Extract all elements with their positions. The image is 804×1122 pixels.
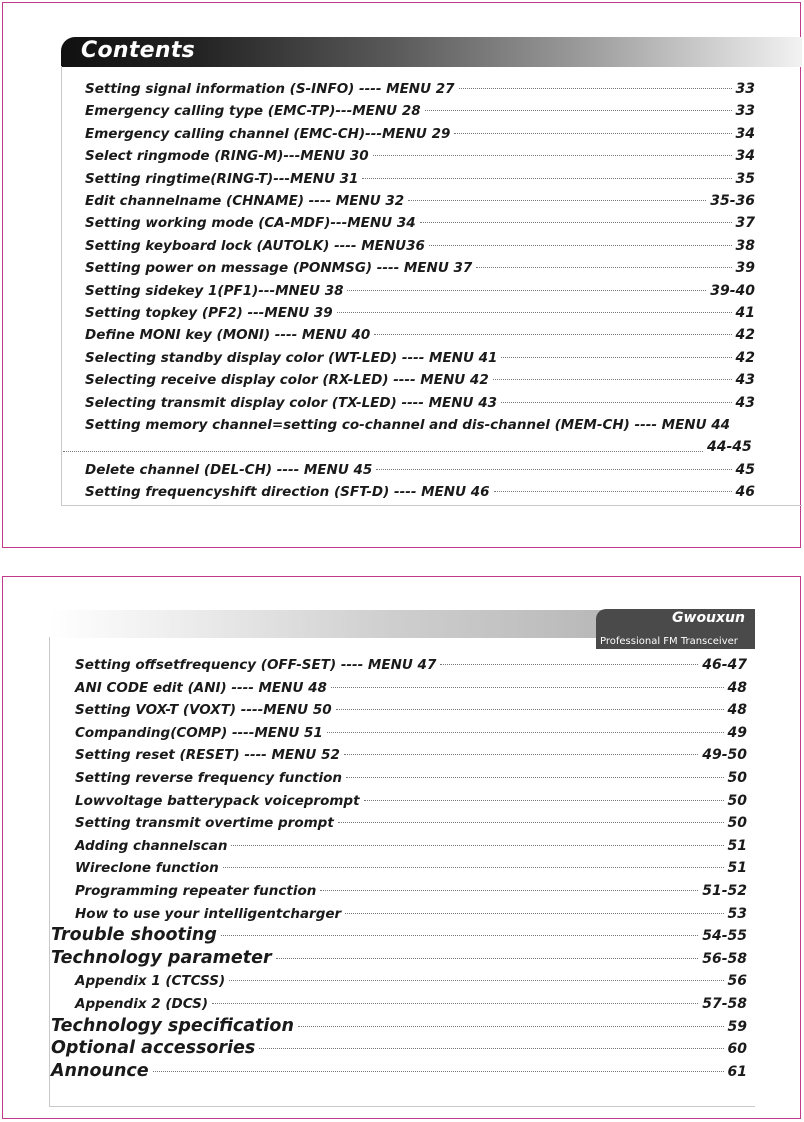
toc-entry [85, 193, 755, 209]
toc-entry [85, 215, 755, 231]
toc-entry [75, 996, 747, 1012]
toc-entry-page: 53 [727, 905, 747, 922]
toc-entry [75, 725, 747, 741]
toc-entry-page: 48 [727, 702, 747, 719]
toc-entry-page: 60 [727, 1041, 747, 1058]
toc-entry-page: 56 [727, 973, 747, 990]
toc-entry-page: 39 [735, 260, 755, 277]
toc-entry [85, 81, 755, 97]
contents-page-bottom [2, 576, 801, 1119]
dot-leader [229, 980, 723, 981]
dot-leader [153, 1071, 724, 1072]
dot-leader [63, 451, 703, 452]
toc-entry-title: Setting offsetfrequency (OFF-SET) ---- MENU 47 [75, 657, 437, 673]
toc-entry [51, 925, 747, 945]
toc-entry-page: 48 [727, 679, 747, 696]
toc-entry [75, 815, 747, 831]
toc-entry-page: 50 [727, 815, 747, 832]
toc-entry-page: 33 [735, 81, 755, 97]
toc-entry [85, 484, 755, 500]
dot-leader [376, 469, 731, 470]
toc-entry-page: 56-58 [702, 950, 747, 967]
toc-entry-title: Setting reverse frequency function [75, 770, 343, 786]
toc-entry-title: Trouble shooting [51, 925, 217, 946]
dot-leader [221, 935, 698, 936]
toc-entry-title: Setting signal information (S-INFO) ---- MENU 27 [85, 81, 455, 97]
dot-leader [231, 845, 723, 846]
toc-entry-title: ANI CODE edit (ANI) ---- MENU 48 [75, 679, 327, 696]
dot-leader [320, 890, 698, 891]
toc-entry [85, 305, 755, 321]
toc-entry-title: Emergency calling type (EMC-TP)---MENU 28 [85, 103, 421, 120]
toc-entry-title: Wireclone function [75, 860, 219, 877]
toc-entry [51, 1038, 747, 1058]
toc-entry-title: Appendix 2 (DCS) [75, 996, 209, 1012]
toc-entry-page: 42 [735, 327, 755, 344]
toc-entry [85, 327, 755, 343]
contents-heading: Contents [81, 38, 196, 63]
toc-entry-title: Setting VOX-T (VOXT) ----MENU 50 [75, 702, 332, 719]
toc-entry-title: Programming repeater function [75, 883, 317, 899]
toc-entry-title: Appendix 1 (CTCSS) [75, 973, 226, 990]
dot-leader [493, 379, 732, 380]
dot-leader [454, 133, 731, 134]
contents-page-top [2, 2, 801, 548]
logo-subtitle: Professional FM Transceiver [600, 636, 738, 647]
toc-entry [85, 462, 755, 478]
toc-entry-title: Technology parameter [51, 947, 272, 968]
dot-leader [364, 800, 724, 801]
toc-entry-page: 51 [727, 860, 747, 877]
toc-entry-page: 42 [735, 349, 755, 366]
toc-entry-title: How to use your intelligentcharger [75, 905, 342, 922]
dot-leader [425, 110, 732, 111]
contents-header-bar [61, 37, 802, 67]
toc-entry [75, 657, 747, 673]
dot-leader [331, 687, 724, 688]
toc-entry-title: Adding channelscan [75, 837, 228, 854]
toc-entry-page: 37 [735, 215, 755, 232]
toc-entry-title: Setting topkey (PF2) ---MENU 39 [85, 305, 333, 321]
dot-leader [347, 290, 706, 291]
toc-entry-title: Edit channelname (CHNAME) ---- MENU 32 [85, 193, 405, 209]
dot-leader [494, 491, 732, 492]
toc-entry [75, 973, 747, 989]
toc-entry-page: 50 [727, 770, 747, 786]
toc-entry-title: Define MONI key (MONI) ---- MENU 40 [85, 327, 371, 344]
logo-wordmark: Gwouxun [672, 610, 745, 626]
toc-entry-title: Emergency calling channel (EMC-CH)---MENU 29 [85, 125, 451, 142]
toc-entry-page: 49-50 [702, 747, 747, 764]
dot-leader [338, 822, 724, 823]
toc-entry-title: Technology specification [51, 1015, 294, 1036]
toc-entry-page: 45 [735, 461, 755, 478]
toc-entry-title: Setting working mode (CA-MDF)---MENU 34 [85, 215, 416, 232]
toc-entry [85, 148, 755, 164]
dot-leader [420, 222, 732, 223]
toc-entry [75, 838, 747, 854]
dot-leader [373, 155, 732, 156]
dot-leader [298, 1026, 724, 1027]
dot-leader [223, 867, 724, 868]
toc-entry-title: Setting keyboard lock (AUTOLK) ---- MENU36 [85, 237, 425, 254]
toc-entry-page: 51 [727, 837, 747, 854]
toc-entry [85, 372, 755, 388]
toc-entry-page: 39-40 [710, 282, 755, 299]
toc-entry-title: Selecting transmit display color (TX-LED) ---- MENU 43 [85, 394, 497, 411]
toc-entry-page: 38 [735, 237, 755, 254]
toc-entry [85, 126, 755, 142]
dot-leader [337, 312, 732, 313]
dot-leader [346, 777, 724, 778]
toc-entry-page: 61 [727, 1063, 747, 1080]
toc-entry-title: Setting memory channel=setting co-channel and dis-channel (MEM-CH) ---- MENU 44 [85, 417, 731, 433]
toc-entry-title: Setting reset (RESET) ---- MENU 52 [75, 747, 340, 764]
dot-leader [429, 245, 732, 246]
toc-entry-page: 34 [735, 148, 755, 165]
dot-leader [327, 732, 724, 733]
toc-entry [85, 283, 755, 299]
toc-entry-page: 43 [735, 394, 755, 411]
toc-entry [75, 702, 747, 718]
toc-entry-title: Optional accessories [51, 1038, 256, 1059]
toc-entry [51, 1061, 747, 1081]
toc-entry [75, 793, 747, 809]
dot-leader [212, 1003, 698, 1004]
toc-entry-page: 59 [727, 1018, 747, 1035]
toc-entry [85, 238, 755, 254]
toc-entry-title: Selecting standby display color (WT-LED) ---- MENU 41 [85, 349, 498, 366]
toc-entry-page: 35-36 [710, 193, 755, 209]
toc-entry-title: Setting frequencyshift direction (SFT-D) ---- MENU 46 [85, 484, 490, 501]
toc-entry-title: Setting ringtime(RING-T)---MENU 31 [85, 170, 359, 187]
toc-entry-page: 33 [735, 103, 755, 120]
toc-entry [85, 395, 755, 411]
dot-leader [374, 334, 731, 335]
toc-entry [85, 103, 755, 119]
toc-entry-title: Selecting receive display color (RX-LED) ---- MENU 42 [85, 372, 489, 389]
dot-leader [501, 402, 732, 403]
toc-entry [85, 171, 755, 187]
dot-leader [501, 357, 731, 358]
toc-entry-page: 35 [735, 170, 755, 187]
dot-leader [345, 913, 723, 914]
toc-entry [75, 906, 747, 922]
toc-entry-page: 44-45 [707, 439, 752, 456]
toc-entry [51, 1016, 747, 1036]
dot-leader [259, 1048, 723, 1049]
toc-entry [75, 883, 747, 899]
toc-entry-title: Lowvoltage batterypack voiceprompt [75, 792, 360, 809]
toc-entry-page: 50 [727, 792, 747, 809]
toc-entry-title: Announce [51, 1060, 149, 1081]
toc-entry [75, 680, 747, 696]
toc-entry-page: 46 [735, 484, 755, 501]
toc-entry-page: 34 [735, 125, 755, 142]
dot-leader [344, 754, 698, 755]
toc-entry-page: 57-58 [702, 996, 747, 1012]
toc-entry [75, 770, 747, 786]
dot-leader [336, 709, 724, 710]
toc-entry-title: Delete channel (DEL-CH) ---- MENU 45 [85, 461, 373, 478]
toc-entry [75, 860, 747, 876]
toc-entry-page: 51-52 [702, 883, 747, 899]
toc-entry-page: 41 [735, 305, 755, 321]
toc-entry [85, 350, 755, 366]
toc-entry [51, 948, 747, 968]
toc-entry [75, 747, 747, 763]
dot-leader [476, 267, 731, 268]
toc-entry-title: Select ringmode (RING-M)---MENU 30 [85, 148, 369, 165]
dot-leader [459, 88, 732, 89]
dot-leader [276, 958, 699, 959]
toc-entry-title: Companding(COMP) ----MENU 51 [75, 724, 323, 741]
toc-entry [85, 260, 755, 276]
dot-leader [362, 178, 731, 179]
header-gradient-bar [49, 610, 609, 638]
toc-entry-page: 43 [735, 372, 755, 389]
toc-entry-page: 54-55 [702, 928, 747, 945]
toc-entry-title: Setting sidekey 1(PF1)---MNEU 38 [85, 282, 344, 299]
toc-entry-title: Setting power on message (PONMSG) ---- MENU 37 [85, 260, 473, 277]
toc-entry-page: 49 [727, 724, 747, 741]
toc-entry-title: Setting transmit overtime prompt [75, 815, 334, 832]
dot-leader [440, 664, 698, 665]
dot-leader [408, 200, 706, 201]
toc-entry-page: 46-47 [702, 657, 747, 673]
